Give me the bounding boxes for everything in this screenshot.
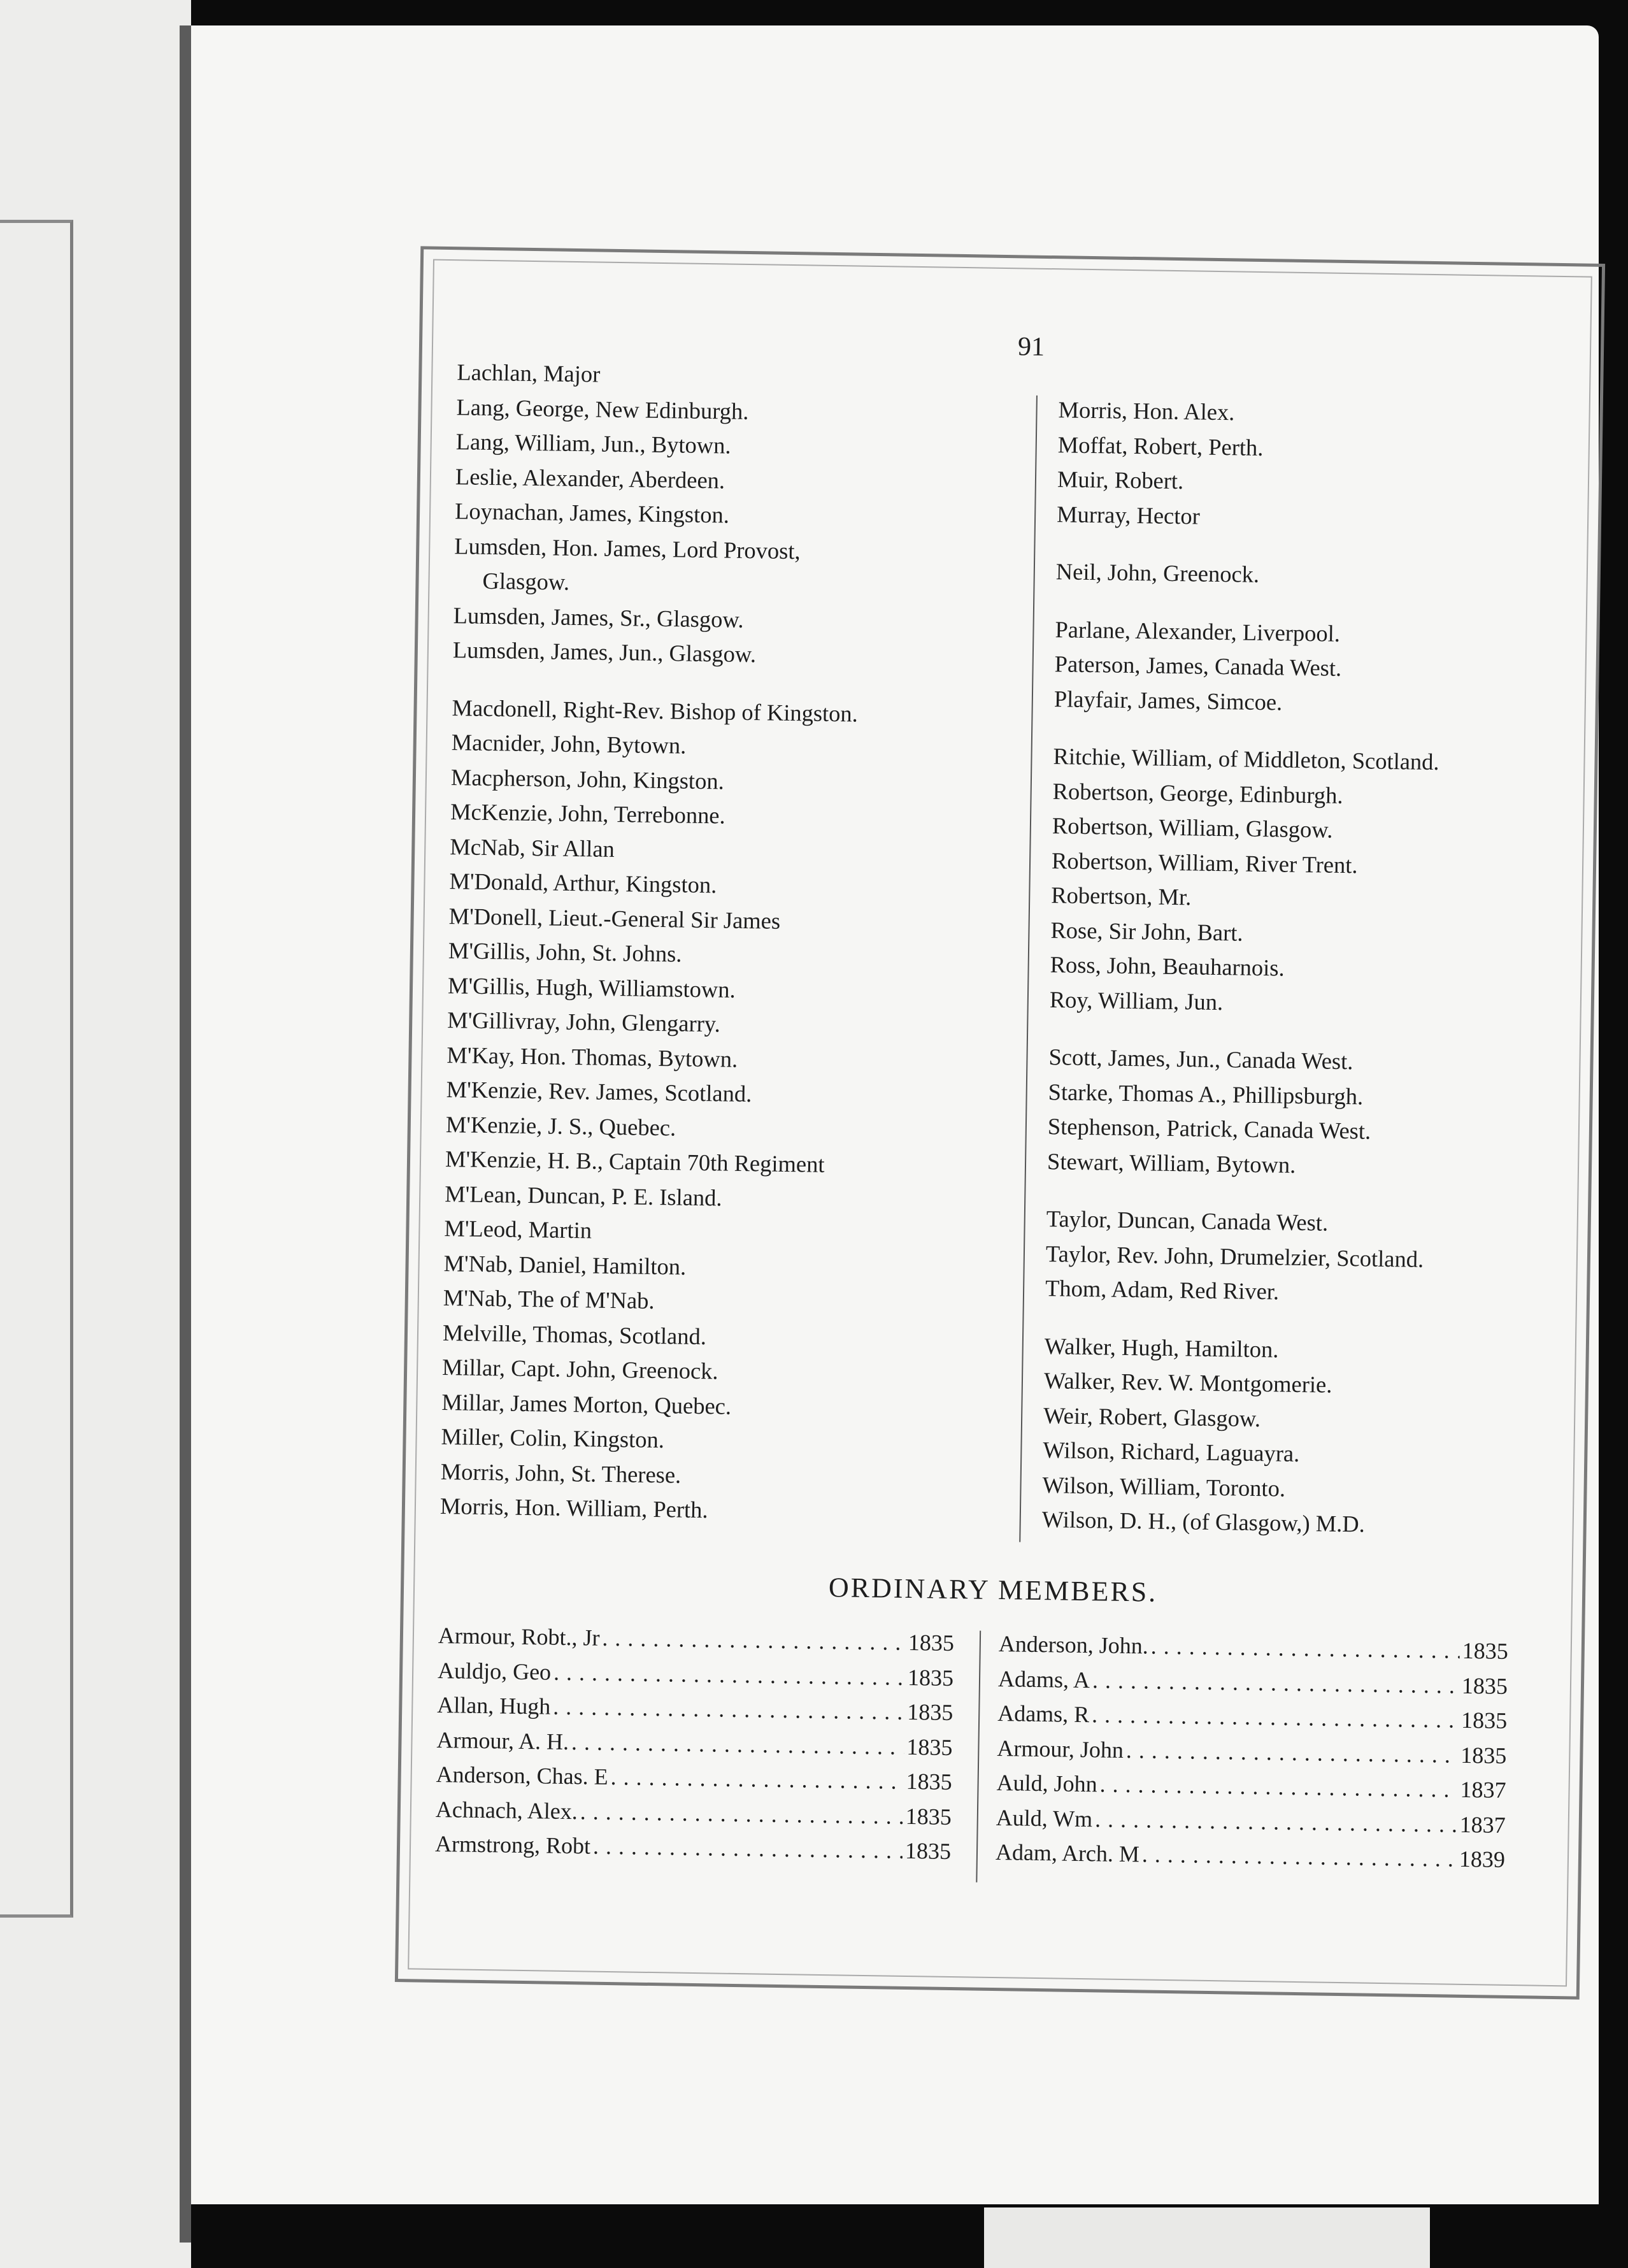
member-entry: McKenzie, John, Terrebonne. xyxy=(450,798,726,829)
member-year: 1835 xyxy=(1461,1672,1508,1699)
leader-dots xyxy=(1095,1802,1457,1842)
member-year: 1835 xyxy=(1460,1742,1507,1769)
page-edge-tab xyxy=(984,2207,1430,2268)
member-entry: M'Donell, Lieut.-General Sir James xyxy=(448,902,781,934)
member-entry: M'Leod, Martin xyxy=(444,1215,592,1244)
member-entry: Robertson, George, Edinburgh. xyxy=(1052,777,1343,808)
member-entry: Lang, William, Jun., Bytown. xyxy=(455,428,731,459)
member-entry: Miller, Colin, Kingston. xyxy=(441,1423,665,1453)
member-name: Auld, John xyxy=(996,1770,1097,1797)
member-year: 1835 xyxy=(906,1768,952,1795)
member-entry: M'Gillis, Hugh, Williamstown. xyxy=(447,972,736,1003)
member-entry: Taylor, Duncan, Canada West. xyxy=(1046,1205,1329,1236)
member-entry: M'Kenzie, J. S., Quebec. xyxy=(445,1110,676,1140)
member-entry: Wilson, William, Toronto. xyxy=(1042,1471,1286,1502)
member-year: 1835 xyxy=(906,1698,953,1726)
member-entry: Muir, Robert. xyxy=(1057,466,1184,494)
member-name: Auld, Wm xyxy=(996,1804,1093,1832)
honorary-members-left-column xyxy=(440,355,1005,1532)
member-year: 1839 xyxy=(1459,1846,1506,1872)
ordinary-members-left-column xyxy=(435,1618,955,1869)
member-entry: Moffat, Robert, Perth. xyxy=(1057,431,1264,461)
member-entry: Robertson, Mr. xyxy=(1051,882,1192,910)
member-entry: M'Kay, Hon. Thomas, Bytown. xyxy=(446,1041,738,1072)
member-entry: Wilson, Richard, Laguayra. xyxy=(1043,1437,1300,1467)
leader-dots xyxy=(1099,1767,1458,1807)
member-name: Allan, Hugh xyxy=(437,1691,551,1719)
member-entry: Thom, Adam, Red River. xyxy=(1045,1275,1280,1305)
member-name: Adams, R xyxy=(997,1700,1090,1728)
member-entry: Lumsden, James, Jun., Glasgow. xyxy=(452,636,757,668)
member-name: Achnach, Alex. xyxy=(435,1796,578,1824)
member-entry: M'Kenzie, Rev. James, Scotland. xyxy=(446,1076,752,1107)
member-entry: Rose, Sir John, Bart. xyxy=(1050,916,1243,946)
member-name: Armour, Robt., Jr xyxy=(438,1623,600,1651)
member-year: 1835 xyxy=(904,1837,952,1864)
member-entry: Walker, Rev. W. Montgomerie. xyxy=(1043,1367,1332,1398)
leader-dots xyxy=(571,1725,904,1764)
member-year: 1835 xyxy=(1462,1637,1509,1664)
member-entry: M'Donald, Arthur, Kingston. xyxy=(449,868,717,898)
member-entry: Leslie, Alexander, Aberdeen. xyxy=(455,463,725,493)
member-entry: M'Nab, Daniel, Hamilton. xyxy=(443,1249,687,1280)
leader-dots xyxy=(1092,1663,1460,1703)
member-entry: Millar, Capt. John, Greenock. xyxy=(441,1354,718,1384)
member-entry: Lumsden, James, Sr., Glasgow. xyxy=(453,601,744,633)
member-entry: Lumsden, Hon. James, Lord Provost, xyxy=(454,532,801,564)
leader-dots xyxy=(1150,1629,1460,1669)
leader-dots xyxy=(580,1794,903,1834)
page-frame xyxy=(395,246,1605,1999)
member-entry: Robertson, William, Glasgow. xyxy=(1052,812,1333,843)
leader-dots xyxy=(602,1621,906,1660)
member-year: 1835 xyxy=(907,1664,954,1691)
member-name: Armour, A. H. xyxy=(436,1726,569,1755)
member-entry: Macpherson, John, Kingston. xyxy=(450,763,725,794)
member-entry: Stewart, William, Bytown. xyxy=(1046,1147,1296,1178)
page xyxy=(191,25,1599,2204)
member-entry: M'Nab, The of M'Nab. xyxy=(443,1284,655,1314)
leader-dots xyxy=(1092,1697,1459,1737)
leader-dots xyxy=(1126,1733,1459,1772)
member-entry: Robertson, William, River Trent. xyxy=(1051,847,1358,878)
member-entry: Glasgow. xyxy=(482,567,570,595)
member-entry: Taylor, Rev. John, Drumelzier, Scotland. xyxy=(1045,1240,1424,1272)
leader-dots xyxy=(593,1829,903,1869)
member-entry: Morris, John, St. Therese. xyxy=(440,1458,682,1488)
member-entry: Paterson, James, Canada West. xyxy=(1054,650,1342,681)
member-name: Auldjo, Geo xyxy=(437,1657,552,1685)
member-year: 1835 xyxy=(1460,1707,1508,1733)
member-entry: Wilson, D. H., (of Glasgow,) M.D. xyxy=(1041,1506,1366,1537)
member-entry: Morris, Hon. Alex. xyxy=(1058,396,1235,426)
facing-page xyxy=(0,0,191,2268)
member-year: 1835 xyxy=(908,1629,955,1656)
member-entry: M'Gillivray, John, Glengarry. xyxy=(447,1007,721,1037)
member-name: Adam, Arch. M xyxy=(995,1839,1140,1867)
member-entry: Roy, William, Jun. xyxy=(1049,986,1224,1015)
member-entry: Macdonell, Right-Rev. Bishop of Kingston. xyxy=(452,694,859,727)
member-entry: Lang, George, New Edinburgh. xyxy=(456,393,749,424)
member-name: Armour, John xyxy=(997,1735,1124,1763)
page-number: 91 xyxy=(1017,332,1045,362)
member-entry: Starke, Thomas A., Phillipsburgh. xyxy=(1048,1078,1364,1109)
member-entry: McNab, Sir Allan xyxy=(450,833,615,862)
honorary-members-right-column xyxy=(1041,392,1587,1545)
leader-dots xyxy=(553,1690,905,1730)
member-entry: Lachlan, Major xyxy=(457,359,601,387)
member-entry: Morris, Hon. William, Perth. xyxy=(439,1493,708,1523)
member-year: 1837 xyxy=(1459,1811,1506,1838)
ordinary-members-heading: ORDINARY MEMBERS. xyxy=(828,1572,1158,1608)
member-year: 1835 xyxy=(905,1803,952,1830)
member-entry: Scott, James, Jun., Canada West. xyxy=(1048,1044,1353,1075)
member-entry: Loynachan, James, Kingston. xyxy=(454,498,730,528)
member-entry: Ross, John, Beauharnois. xyxy=(1050,951,1285,981)
member-entry: Murray, Hector xyxy=(1056,500,1201,529)
member-year: 1835 xyxy=(906,1733,953,1760)
leader-dots xyxy=(553,1654,906,1695)
member-name: Armstrong, Robt xyxy=(434,1830,591,1859)
member-name: Anderson, Chas. E xyxy=(436,1761,608,1790)
member-entry: M'Kenzie, H. B., Captain 70th Regiment xyxy=(445,1145,825,1177)
member-entry: M'Gillis, John, St. Johns. xyxy=(448,937,682,967)
member-entry: Melville, Thomas, Scotland. xyxy=(442,1319,707,1349)
member-year: 1837 xyxy=(1460,1776,1506,1803)
member-entry: Ritchie, William, of Middleton, Scotland. xyxy=(1053,743,1439,775)
member-entry: Playfair, James, Simcoe. xyxy=(1053,685,1283,715)
member-entry: Stephenson, Patrick, Canada West. xyxy=(1047,1113,1371,1144)
ordinary-members-right-column xyxy=(996,1626,1509,1877)
book-spine xyxy=(180,25,191,2243)
member-entry: Millar, James Morton, Quebec. xyxy=(441,1388,732,1419)
leader-dots xyxy=(1142,1837,1457,1876)
leader-dots xyxy=(610,1760,904,1798)
member-entry: Parlane, Alexander, Liverpool. xyxy=(1055,615,1341,647)
member-entry: Walker, Hugh, Hamilton. xyxy=(1044,1332,1279,1363)
member-name: Adams, A xyxy=(997,1665,1090,1693)
facing-page-frame xyxy=(0,220,73,1918)
member-name: Anderson, John. xyxy=(998,1631,1149,1659)
member-entry: M'Lean, Duncan, P. E. Island. xyxy=(444,1180,722,1211)
member-entry: Weir, Robert, Glasgow. xyxy=(1043,1402,1261,1432)
member-entry: Neil, John, Greenock. xyxy=(1055,558,1260,587)
member-entry: Macnider, John, Bytown. xyxy=(451,729,687,759)
